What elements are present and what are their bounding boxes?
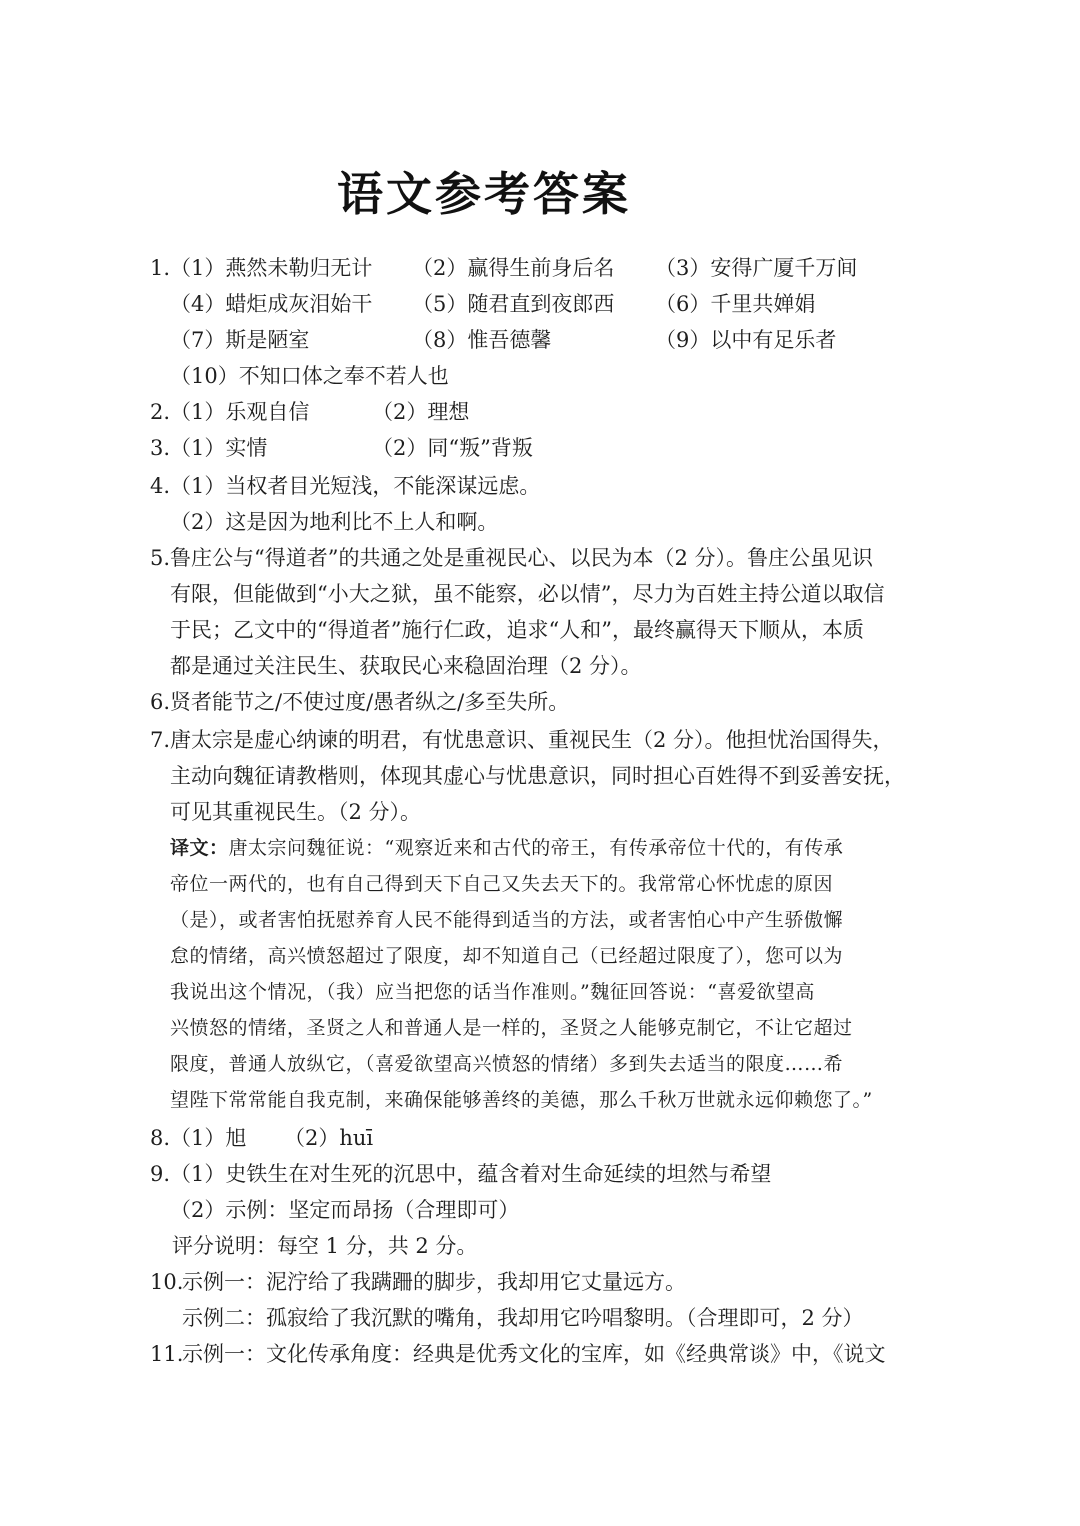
q3-item: （1）实情 [170, 436, 268, 460]
q1-item: （3）安得广厦千万间 [655, 256, 858, 280]
q1-item: （4）蜡炬成灰泪始干 [170, 292, 373, 316]
q7-translation-line: 兴愤怒的情绪，圣贤之人和普通人是一样的，圣贤之人能够克制它，不让它超过 [170, 1017, 853, 1039]
q1-item: （8）惟吾德馨 [412, 328, 552, 352]
q8-number: 8. [150, 1126, 171, 1150]
q10-line: 示例二：孤寂给了我沉默的嘴角，我却用它吟唱黎明。（合理即可，2 分） [182, 1306, 864, 1330]
q1-item: （1）燕然未勒归无计 [170, 256, 373, 280]
q8-item: （2）huī [284, 1126, 374, 1150]
q8-item: （1）旭 [170, 1126, 247, 1150]
q3-number: 3. [150, 436, 171, 460]
translation-text: 唐太宗问魏征说：“观察近来和古代的帝王，有传承帝位十代的，有传承 [228, 837, 844, 859]
q7-translation-line: （是），或者害怕抚慰养育人民不能得到适当的方法，或者害怕心中产生骄傲懈 [170, 909, 844, 931]
q5-line: 有限，但能做到“小大之狱，虽不能察，必以情”，尽力为百姓主持公道以取信 [170, 582, 885, 606]
q5-line: 于民；乙文中的“得道者”施行仁政，追求“人和”，最终赢得天下顺从，本质 [170, 618, 864, 642]
q7-line: 唐太宗是虚心纳谏的明君，有忧患意识、重视民生（2 分）。他担忧治国得失， [170, 728, 894, 752]
q7-translation-line: 我说出这个情况，（我）应当把您的话当作准则。”魏征回答说：“喜爱欲望高 [170, 981, 815, 1003]
q9-number: 9. [150, 1162, 171, 1186]
q4-item: （2）这是因为地利比不上人和啊。 [170, 510, 499, 534]
q7-line: 可见其重视民生。（2 分）。 [170, 800, 422, 824]
q9-line: 评分说明：每空 1 分，共 2 分。 [172, 1234, 478, 1258]
q5-line: 鲁庄公与“得道者”的共通之处是重视民心、以民为本（2 分）。鲁庄公虽见识 [170, 546, 874, 570]
q1-item: （6）千里共婵娟 [655, 292, 816, 316]
q10-line: 示例一：泥泞给了我蹒跚的脚步，我却用它丈量远方。 [182, 1270, 686, 1294]
q1-item: （9）以中有足乐者 [655, 328, 837, 352]
q7-translation-line: 限度，普通人放纵它，（喜爱欲望高兴愤怒的情绪）多到失去适当的限度……希 [170, 1053, 844, 1075]
q7-number: 7. [150, 728, 171, 752]
q7-line: 主动向魏征请教楷则，体现其虚心与忧患意识，同时担心百姓得不到妥善安抚， [170, 764, 905, 788]
q11-text: 示例一：文化传承角度：经典是优秀文化的宝库，如《经典常谈》中，《说文 [182, 1342, 886, 1366]
q5-number: 5. [150, 546, 171, 570]
q7-translation-line: 帝位一两代的，也有自己得到天下自己又失去天下的。我常常心怀忧虑的原因 [170, 873, 834, 895]
q1-item: （7）斯是陋室 [170, 328, 310, 352]
q9-line: （1）史铁生在对生死的沉思中，蕴含着对生命延续的坦然与希望 [170, 1162, 772, 1186]
q1-item: （5）随君直到夜郎西 [412, 292, 615, 316]
q1-item: （10）不知口体之奉不若人也 [170, 364, 449, 388]
q3-item: （2）同“叛”背叛 [372, 436, 533, 460]
q7-translation-line: 望陛下常常能自我克制，来确保能够善终的美德，那么千秋万世就永远仰赖您了。” [170, 1089, 873, 1111]
q6-text: 贤者能节之/不使过度/愚者纵之/多至失所。 [170, 690, 570, 714]
q7-translation-line: 怠的情绪，高兴愤怒超过了限度，却不知道自己（已经超过限度了），您可以为 [170, 945, 844, 967]
q11-number: 11. [150, 1342, 184, 1366]
q4-number: 4. [150, 474, 171, 498]
page-title: 语文参考答案 [337, 167, 631, 221]
q10-number: 10. [150, 1270, 184, 1294]
q2-item: （2）理想 [372, 400, 470, 424]
q2-item: （1）乐观自信 [170, 400, 310, 424]
q4-item: （1）当权者目光短浅，不能深谋远虑。 [170, 474, 541, 498]
q2-number: 2. [150, 400, 171, 424]
q5-line: 都是通过关注民生、获取民心来稳固治理（2 分）。 [170, 654, 642, 678]
translation-label: 译文： [170, 837, 229, 859]
q9-line: （2）示例：坚定而昂扬（合理即可） [170, 1198, 520, 1222]
q6-number: 6. [150, 690, 171, 714]
q1-item: （2）赢得生前身后名 [412, 256, 615, 280]
q7-translation-line [170, 834, 843, 862]
q1-number: 1. [150, 256, 171, 280]
